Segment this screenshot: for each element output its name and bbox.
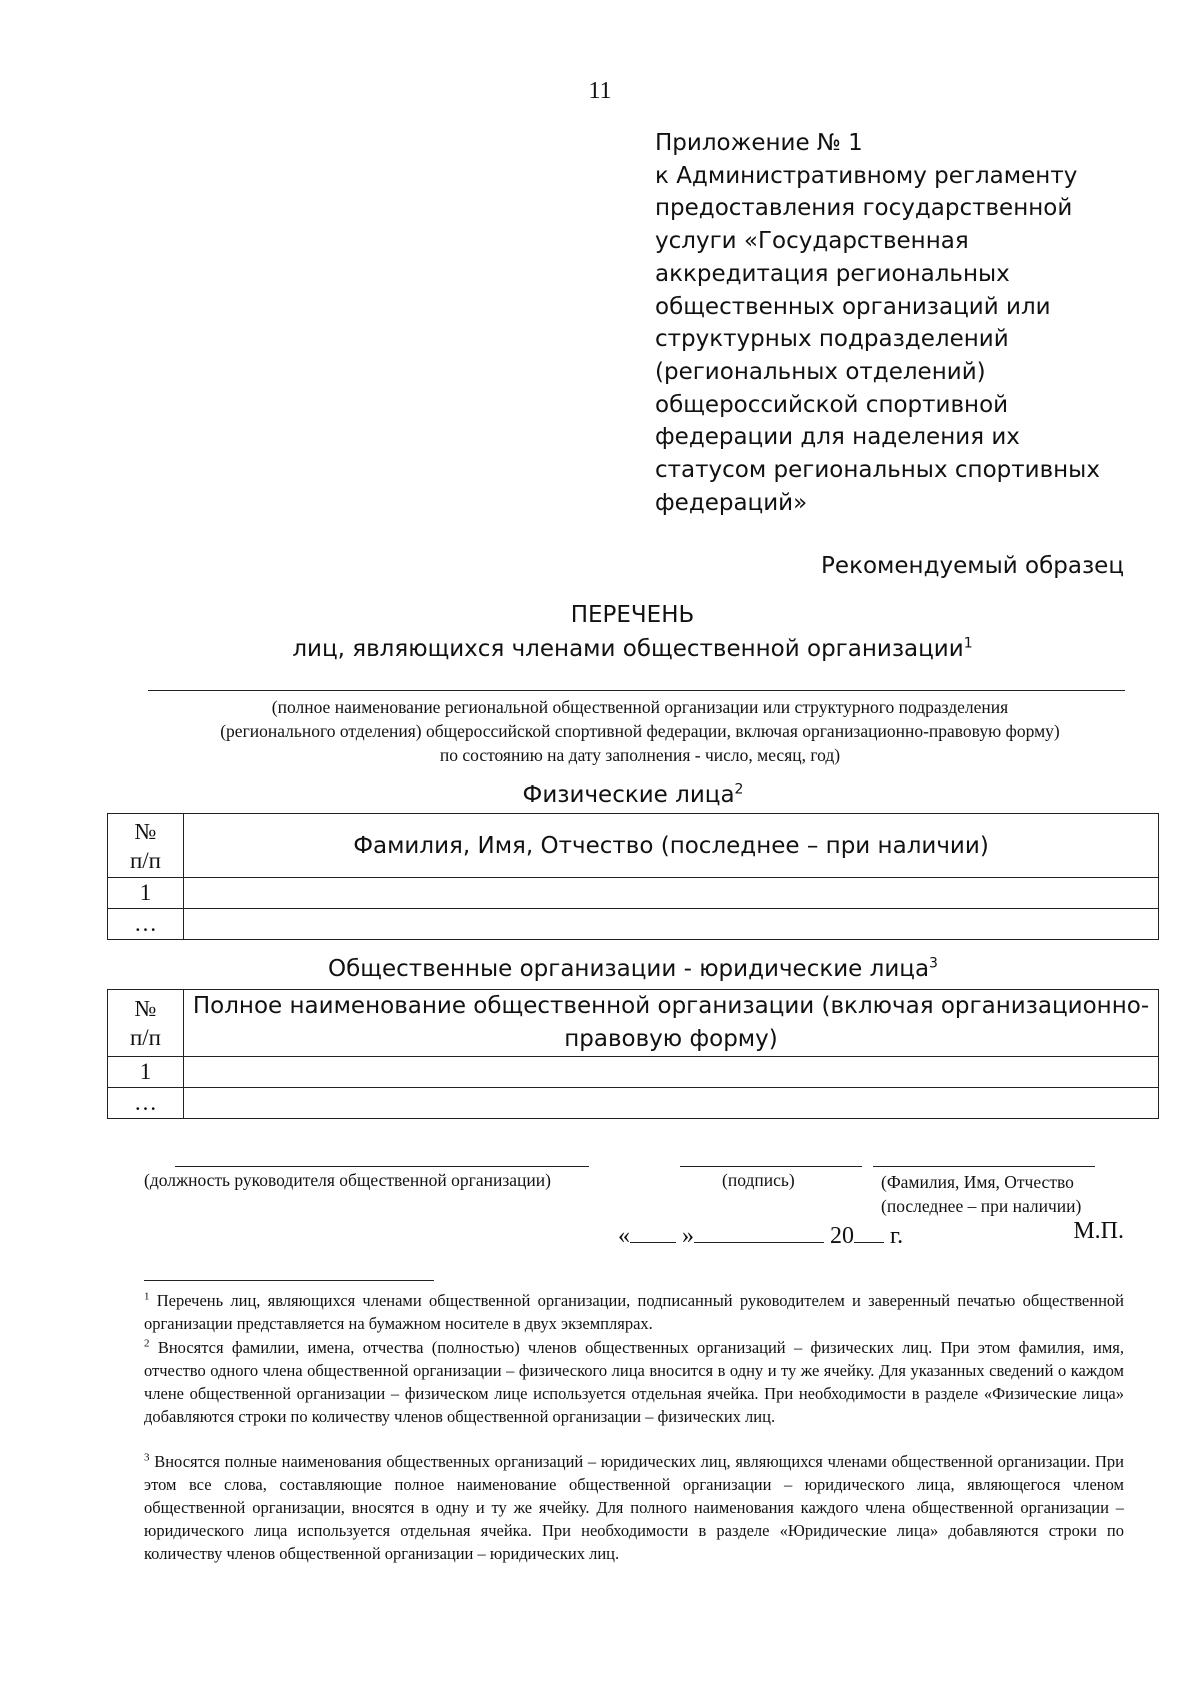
number-sign: №	[134, 996, 157, 1021]
appendix-line: аккредитация региональных	[655, 260, 1010, 287]
appendix-line: (региональных отделений)	[655, 358, 986, 385]
row-number: 1	[108, 878, 184, 909]
appendix-line: статусом региональных спортивных	[655, 457, 1100, 484]
footnote-2	[144, 1336, 1124, 1428]
heading-text: Общественные организации - юридические лица	[328, 956, 930, 982]
document-subtitle	[0, 636, 1200, 662]
footnote-mark: 2	[144, 1337, 150, 1350]
appendix-line: предоставления государственной	[655, 195, 1073, 222]
day-blank[interactable]	[630, 1218, 676, 1243]
caption-line: (полное наименование региональной общественной организации или структурного подразделения	[271, 697, 1009, 717]
footnote-text: Вносятся полные наименования общественных организаций – юридических лиц, являющихся членами общественной организации. При этом все слова, составляющие полное наименование общественной организации – юридического лица, являющегося членом общественной организации, вносятся в одну и ту же ячейку. Для полного наименования каждого члена общественной организации – юридического лица используется отдельная ячейка. При необходимости в разделе «Юридические лица» добавляются строки по количеству членов общественной организации – юридических лиц.	[144, 1452, 1125, 1563]
appendix-line: структурных подразделений	[655, 326, 1009, 353]
table-row	[108, 909, 1159, 940]
appendix-line: общественных организаций или	[655, 293, 1051, 320]
column-header-number	[108, 814, 184, 878]
appendix-line: общероссийской спортивной	[655, 391, 1009, 418]
footnote-1	[144, 1289, 1124, 1335]
heading-text: Физические лица	[522, 782, 735, 808]
organization-name-line	[148, 690, 1125, 691]
appendix-header	[655, 127, 1125, 519]
table-header-row	[108, 814, 1159, 878]
number-abbr: п/п	[129, 1025, 161, 1050]
row-number: …	[108, 1088, 184, 1119]
legal-entities-heading	[107, 956, 1159, 982]
caption-line: (Фамилия, Имя, Отчество	[881, 1172, 1074, 1192]
footnote-separator	[144, 1280, 434, 1281]
number-abbr: п/п	[129, 847, 161, 873]
name-cell[interactable]	[184, 909, 1159, 940]
footnote-mark: 1	[144, 1290, 150, 1303]
footnote-ref-3: 3	[929, 955, 938, 972]
month-blank[interactable]	[694, 1218, 824, 1243]
signature-line[interactable]	[680, 1166, 862, 1167]
year-suffix: г.	[890, 1223, 904, 1249]
appendix-line: Приложение № 1	[655, 130, 863, 156]
document-title: ПЕРЕЧЕНЬ	[570, 602, 695, 628]
footnote-3	[144, 1450, 1124, 1565]
footnote-text: Вносятся фамилии, имена, отчества (полностью) членов общественных организаций – физических лиц. При этом фамилия, имя, отчество одного члена общественной организации – физического лица вносится в одну и ту же ячейку. Для указанных сведений о каждом члене общественной организации – физическом лице используется отдельная ячейка. При необходимости в разделе «Физические лица» добавляются строки по количеству членов общественной организации – физических лиц.	[144, 1338, 1124, 1426]
column-header-full-name: Фамилия, Имя, Отчество (последнее – при наличии)	[184, 814, 1159, 878]
page-number: 11	[588, 78, 612, 104]
row-number: 1	[108, 1057, 184, 1088]
subtitle-text: лиц, являющихся членами общественной организации	[292, 636, 964, 662]
footnote-text: Перечень лиц, являющихся членами общественной организации, подписанный руководителем и заверенный печатью общественной организации представляется на бумажном носителе в двух экземплярах.	[144, 1291, 1124, 1333]
header-line: правовую форму)	[564, 1026, 778, 1052]
footnote-mark: 3	[144, 1451, 150, 1464]
year-blank[interactable]	[854, 1218, 884, 1243]
appendix-line: федераций»	[655, 489, 808, 516]
date-line	[618, 1218, 903, 1250]
full-name-caption	[881, 1170, 1081, 1218]
table-row	[108, 1057, 1159, 1088]
footnote-ref-2: 2	[734, 781, 744, 798]
table-row	[108, 1088, 1159, 1119]
year-prefix: 20	[830, 1223, 854, 1249]
appendix-line: услуги «Государственная	[655, 228, 969, 255]
organization-caption	[120, 695, 1160, 767]
row-number: …	[108, 909, 184, 940]
table-row	[108, 878, 1159, 909]
number-sign: №	[134, 818, 157, 844]
appendix-line: к Административному регламенту	[655, 162, 1078, 189]
position-line[interactable]	[175, 1166, 589, 1167]
physical-persons-heading	[107, 782, 1159, 808]
sample-label: Рекомендуемый образец	[821, 553, 1124, 579]
position-caption: (должность руководителя общественной организации)	[144, 1170, 551, 1190]
appendix-line: федерации для наделения их	[655, 424, 1020, 451]
signature-caption: (подпись)	[722, 1170, 795, 1190]
organization-cell[interactable]	[184, 1057, 1159, 1088]
open-quote: «	[618, 1223, 630, 1249]
column-header-organization-name	[184, 990, 1159, 1057]
legal-entities-table	[107, 989, 1159, 1119]
seal-place: М.П.	[1073, 1218, 1124, 1244]
caption-line: (последнее – при наличии)	[881, 1196, 1082, 1216]
footnote-ref-1: 1	[963, 635, 973, 652]
organization-cell[interactable]	[184, 1088, 1159, 1119]
close-quote: »	[682, 1223, 694, 1249]
caption-line: по состоянию на дату заполнения - число, месяц, год)	[439, 745, 841, 765]
caption-line: (регионального отделения) общероссийской спортивной федерации, включая организационно-правовую форму)	[220, 721, 1060, 741]
column-header-number	[108, 990, 184, 1057]
physical-persons-table	[107, 813, 1159, 940]
name-cell[interactable]	[184, 878, 1159, 909]
full-name-line[interactable]	[873, 1166, 1095, 1167]
header-line: Полное наименование общественной организации (включая организационно-	[192, 993, 1150, 1019]
table-header-row	[108, 990, 1159, 1057]
